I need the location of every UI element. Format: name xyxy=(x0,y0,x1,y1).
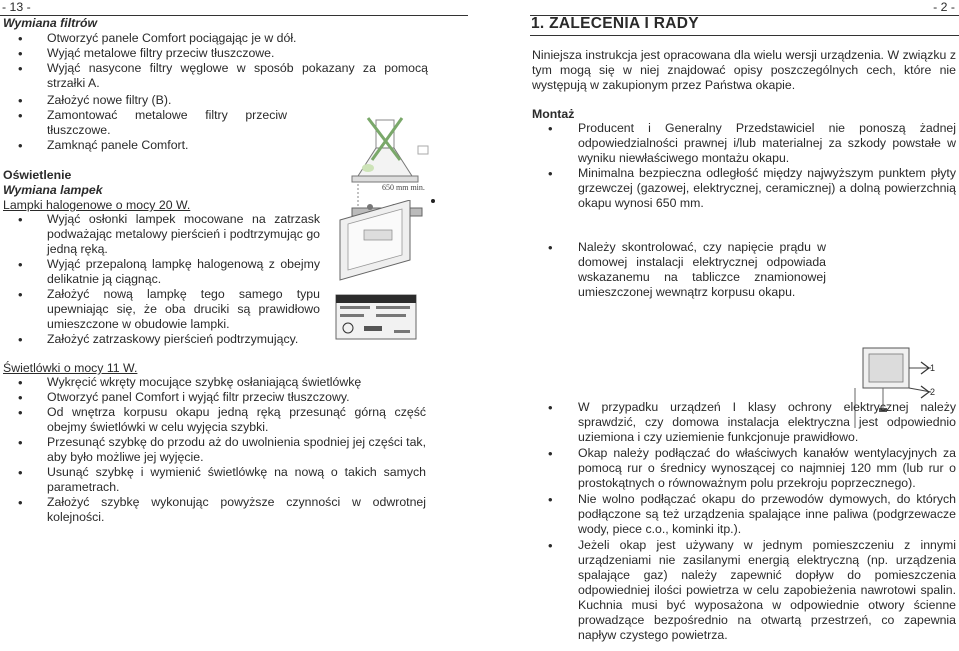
list-item: • Założyć zatrzaskowy pierścień podtrzymujący. xyxy=(0,332,320,347)
intro-paragraph: Niniejsza instrukcja jest opracowana dla wielu wersji urządzenia. W związku z tym mogą się w niej znajdować opisy poszczególnych cech, które nie występują w zakupionym przez Państwa okapie. xyxy=(532,48,956,92)
figure-number-2: 2 xyxy=(930,387,936,397)
list-item: • Okap należy podłączać do właściwych kanałów wentylacyjnych za pomocą rur o średnicy wynoszącej co najmniej 120 mm (lub rur o prostokątnych o równoważnym polu przekroju poprzecznego). xyxy=(530,446,956,491)
list-item: • Wykręcić wkręty mocujące szybkę osłaniającą świetlówkę xyxy=(0,375,426,390)
list-item: • Zamknąć panele Comfort. xyxy=(0,138,428,153)
left-page-number: - 13 - xyxy=(2,0,31,14)
lighting-title: Oświetlenie xyxy=(3,168,72,182)
list-item: • Nie wolno podłączać okapu do przewodów dymowych, do których podłączone są też urządzenia spalające inne paliwa (podgrzewacze wody, piece c.o., kominki itp.). xyxy=(530,492,956,537)
filters-title: Wymiana filtrów xyxy=(3,16,98,30)
list-item: • Przesunąć szybkę do przodu aż do uwolnienia spodniej jej części tak, aby było możliwe jej wyjęcie. xyxy=(0,435,426,465)
list-item: • Od wnętrza korpusu okapu jedną ręką przesunąć górną część obejmy świetlówki w celu wyjęcia szybki. xyxy=(0,405,426,435)
mount-list xyxy=(530,121,956,211)
halogen-title: Lampki halogenowe o mocy 20 W. xyxy=(3,198,191,212)
list-item-text: W przypadku urządzeń I klasy ochrony elektrycznej należy sprawdzić, czy domowa instalacja elektryczna jest odpowiednio uziemiona i czy uziemienie funkcjonuje prawidłowo. xyxy=(578,400,956,444)
list-item: • Usunąć szybkę i wymienić świetlówkę na nową o takich samych parametrach. xyxy=(0,465,426,495)
section-heading: 1. ZALECENIA I RADY xyxy=(531,15,699,32)
figure-dot xyxy=(431,199,435,203)
list-item: • Wyjąć metalowe filtry przeciw tłuszczowe. xyxy=(0,46,428,61)
fluor-list xyxy=(0,375,426,525)
figure-distance-label: 650 mm min. xyxy=(382,183,425,192)
list-item: • Jeżeli okap jest używany w jednym pomieszczeniu z innymi urządzeniami nie zasilanymi energią elektryczną (np. urządzenia spalające gaz) należy zapewnić dopływ do pomieszczenia odpowiedniej ilości powietrza w celu zapobieżenia nawrotowi spalin. Kuchnia musi być wyposażona w odpowiednie otwory ścienne prowadzące bezpośrednio na otwartą przestrzeń, co zapewnia napływ czystego powietrza. xyxy=(530,538,956,643)
list-item: • Otworzyć panel Comfort i wyjąć filtr przeciw tłuszczowy. xyxy=(0,390,426,405)
halogen-list xyxy=(0,212,320,347)
halogen-lamp-illustration xyxy=(330,200,420,350)
section-heading-rule xyxy=(530,35,959,36)
list-item: • Założyć szybkę wykonując powyższe czynności w odwrotnej kolejności. xyxy=(0,495,426,525)
list-item: • Założyć nową lampkę tego samego typu upewniając się, że oba druciki są prawidłowo umieszczone w obudowie lampki. xyxy=(0,287,320,332)
list-item: • Wyjąć osłonki lampek mocowane na zatrzask podważając metalowy pierścień i podtrzymując go jedną ręką. xyxy=(0,212,320,257)
fluor-title: Świetlówki o mocy 11 W. xyxy=(3,361,138,375)
figure-number-1: 1 xyxy=(930,363,936,373)
list-item: • Należy skontrolować, czy napięcie prądu w domowej instalacji elektrycznej odpowiada wskazanemu na tabliczce znamionowej umieszczonej wewnątrz korpusu okapu. xyxy=(530,240,826,300)
list-item xyxy=(0,108,287,138)
list-item: • Wyjąć nasycone filtry węglowe w sposób pokazany za pomocą strzałki A. xyxy=(0,61,428,91)
list-item xyxy=(530,400,956,445)
lighting-subtitle: Wymiana lampek xyxy=(3,183,103,197)
list-item: • Producent i Generalny Przedstawiciel nie ponoszą żadnej odpowiedzialności prawnej i/lub materialnej za szkody powstałe w wyniku niewłaściwego montażu okapu. xyxy=(530,121,956,166)
list-item: • Otworzyć panele Comfort pociągając je w dół. xyxy=(0,31,428,46)
list-item-text: • Zamontować metalowe filtry przeciw tłuszczowe. xyxy=(47,108,287,137)
right-page-number: - 2 - xyxy=(933,0,955,14)
list-item: • Wyjąć przepaloną lampkę halogenową z obejmy delikatnie ją ciągnąc. xyxy=(0,257,320,287)
mount-title: Montaż xyxy=(532,107,575,121)
voltage-list xyxy=(530,240,826,300)
install-list xyxy=(530,400,956,643)
list-item: • Założyć nowe filtry (B). xyxy=(0,93,428,108)
list-item: • Minimalna bezpieczna odległość między najwyższym punktem płyty grzewczej (gazowej, elektrycznej, ceramicznej) a dolną powierzchnią okapu wynosi 650 mm. xyxy=(530,166,956,211)
